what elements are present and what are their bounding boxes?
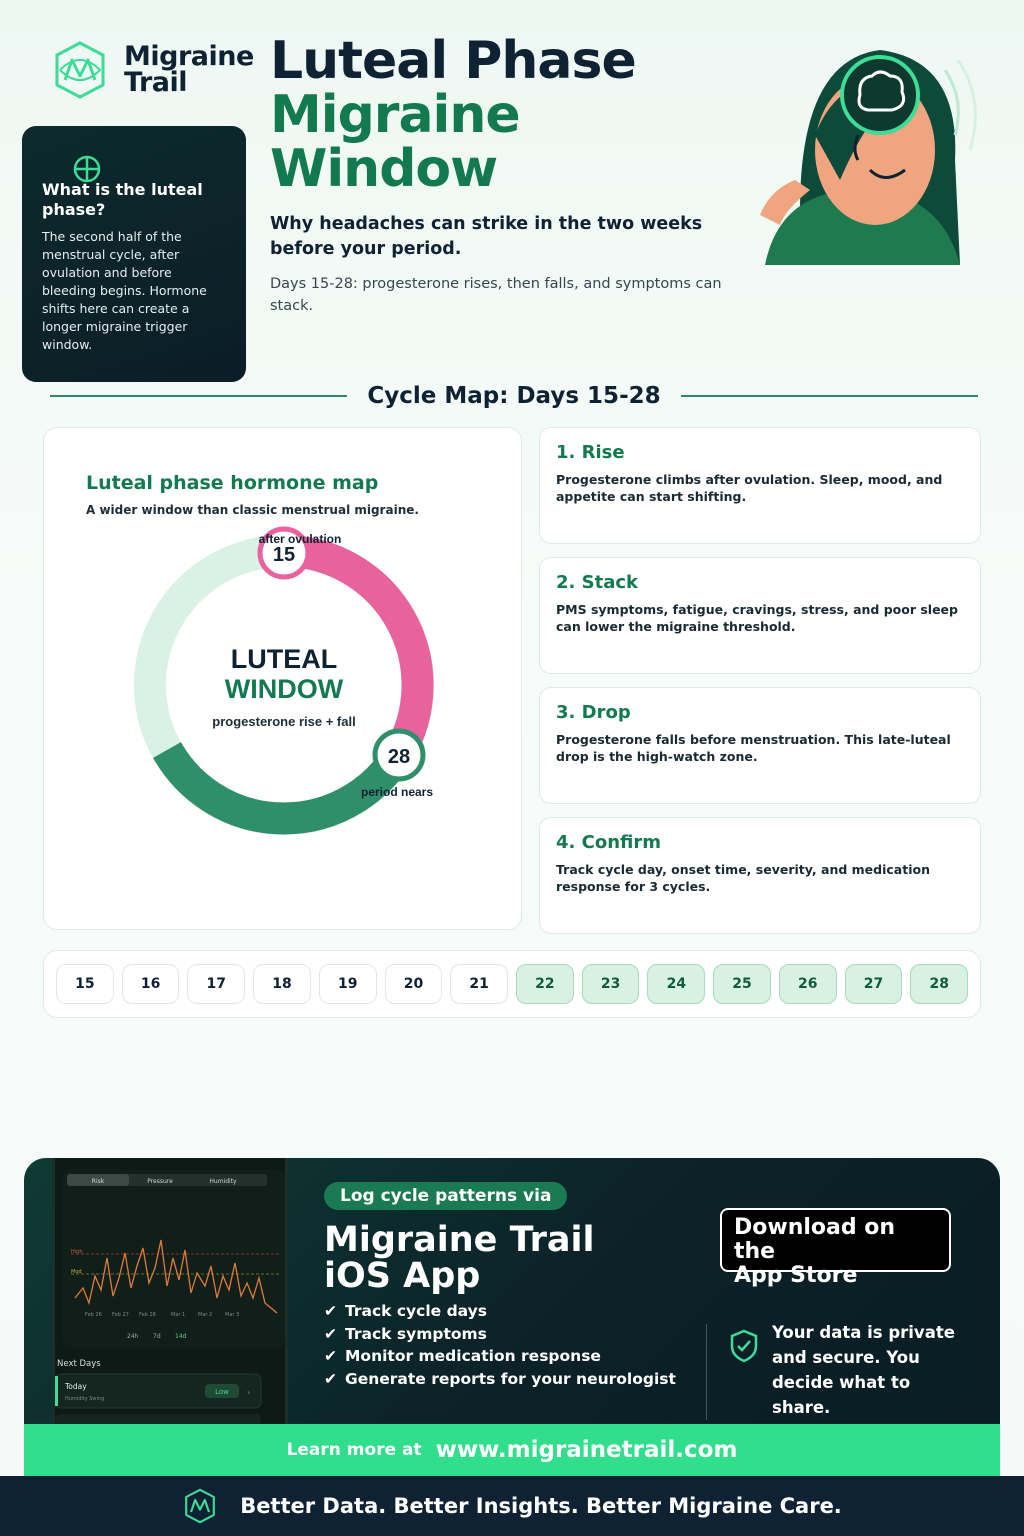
phone-screen [55, 1158, 285, 1426]
end-day-number: 28 [387, 746, 411, 768]
donut-center-caption: progesterone rise + fall [212, 714, 356, 729]
checkmark-icon: ✔ [324, 1324, 337, 1343]
svg-text:14d: 14d [175, 1333, 187, 1340]
logo-icon [182, 1488, 218, 1524]
day-chip[interactable]: 20 [385, 964, 443, 1004]
shield-check-icon [728, 1328, 760, 1364]
day-chip-highlighted[interactable]: 25 [713, 964, 771, 1004]
svg-text:Humidity Swing: Humidity Swing [65, 1396, 105, 1402]
hormone-map-subtitle: A wider window than classic menstrual migraine. [86, 503, 419, 517]
app-promo-banner [24, 1158, 1000, 1426]
page-subtitle: Why headaches can strike in the two weeks before your period. [270, 214, 703, 259]
svg-text:Next Days: Next Days [57, 1359, 101, 1369]
step-card-drop [539, 687, 981, 804]
start-day-number: 15 [272, 544, 296, 566]
step-body: Progesterone climbs after ovulation. Sleep, mood, and appetite can start shifting. [556, 472, 943, 504]
step-body: PMS symptoms, fatigue, cravings, stress, and poor sleep can lower the migraine threshold. [556, 602, 958, 634]
svg-text:High: High [71, 1249, 83, 1255]
checkmark-icon: ✔ [324, 1302, 337, 1320]
hormone-donut [44, 428, 523, 931]
start-day-label: after ovulation [258, 532, 342, 546]
hormone-map-panel [43, 427, 522, 930]
learn-more-label: Learn more at [286, 1440, 422, 1460]
hormone-map-title: Luteal phase hormone map [86, 472, 379, 494]
svg-text:Low: Low [215, 1388, 229, 1396]
luteal-info-card [22, 126, 246, 382]
donut-center-line1: LUTEAL [230, 644, 338, 674]
feature-item: ✔ Track symptoms [324, 1323, 676, 1346]
step-card-stack [539, 557, 981, 674]
logo-icon [50, 40, 110, 100]
step-body: Progesterone falls before menstruation. This late-luteal drop is the high-watch zone. [556, 732, 951, 764]
svg-text:Today: Today [65, 1382, 87, 1391]
checkmark-icon: ✔ [324, 1347, 337, 1365]
phone-mockup [52, 1158, 288, 1426]
svg-text:Risk: Risk [91, 1178, 105, 1185]
step-title: 2. Stack [556, 572, 638, 593]
svg-text:Humidity: Humidity [209, 1178, 237, 1185]
svg-text:Mar 1: Mar 1 [171, 1312, 186, 1318]
day-chip[interactable]: 15 [56, 964, 114, 1004]
step-title: 4. Confirm [556, 832, 661, 853]
promo-pill: Log cycle patterns via [324, 1182, 567, 1210]
svg-text:Pressure: Pressure [147, 1178, 173, 1185]
donut-center-line2: WINDOW [224, 674, 344, 704]
checkmark-icon: ✔ [324, 1369, 337, 1388]
svg-text:Feb 26: Feb 26 [85, 1312, 102, 1318]
page-title: Luteal Phase Migraine Window [270, 31, 636, 199]
feature-list [324, 1300, 676, 1390]
day-chip[interactable]: 21 [450, 964, 508, 1004]
brand-logo[interactable] [50, 40, 260, 100]
info-body: The second half of the menstrual cycle, after ovulation and before bleeding begins. Hormone shifts here can create a longer migraine trigger window. [42, 229, 207, 352]
info-heading: What is the luteal phase? [42, 180, 203, 219]
website-link[interactable]: www.migrainetrail.com [435, 1437, 738, 1463]
step-body: Track cycle day, onset time, severity, and medication response for 3 cycles. [556, 862, 930, 894]
promo-title: Migraine Trail iOS App [324, 1220, 595, 1296]
day-chip[interactable]: 18 [253, 964, 311, 1004]
step-title: 3. Drop [556, 702, 631, 723]
crosshair-icon [72, 154, 102, 184]
day-chip[interactable]: 17 [187, 964, 245, 1004]
svg-text:7d: 7d [153, 1333, 161, 1340]
day-chip-highlighted[interactable]: 26 [779, 964, 837, 1004]
woman-headache-illustration [740, 40, 1000, 270]
learn-more-bar [24, 1424, 1000, 1476]
footer [0, 1476, 1024, 1536]
step-card-rise [539, 427, 981, 544]
step-title: 1. Rise [556, 442, 625, 463]
cycle-day-strip [43, 950, 981, 1018]
day-chip-highlighted[interactable]: 22 [516, 964, 574, 1004]
app-store-button[interactable]: Download on the App Store [720, 1208, 951, 1272]
svg-text:Mod: Mod [71, 1269, 82, 1275]
feature-item: ✔ Monitor medication response [324, 1345, 676, 1368]
svg-text:Mar 3: Mar 3 [225, 1312, 240, 1318]
day-chip-highlighted[interactable]: 27 [845, 964, 903, 1004]
day-chip[interactable]: 19 [319, 964, 377, 1004]
svg-text:›: › [247, 1388, 251, 1397]
feature-item: ✔ Track cycle days [324, 1300, 676, 1323]
brand-name: Migraine Trail [124, 41, 254, 98]
footer-tagline: Better Data. Better Insights. Better Migraine Care. [240, 1494, 842, 1518]
day-chip-highlighted[interactable]: 24 [647, 964, 705, 1004]
day-chip-highlighted[interactable]: 23 [582, 964, 640, 1004]
day-chip[interactable]: 16 [122, 964, 180, 1004]
svg-text:Feb 27: Feb 27 [112, 1312, 129, 1318]
svg-text:Mar 2: Mar 2 [198, 1312, 213, 1318]
step-card-confirm [539, 817, 981, 934]
section-heading: Cycle Map: Days 15-28 [50, 378, 978, 414]
privacy-note: Your data is private and secure. You decide what to share. [772, 1323, 955, 1417]
feature-item: ✔ Generate reports for your neurologist [324, 1368, 676, 1391]
day-chip-highlighted[interactable]: 28 [910, 964, 968, 1004]
promo-divider [706, 1324, 707, 1420]
page-description: Days 15-28: progesterone rises, then falls, and symptoms can stack. [270, 276, 722, 314]
svg-text:24h: 24h [127, 1333, 139, 1340]
svg-text:Feb 28: Feb 28 [139, 1312, 156, 1318]
end-day-label: period nears [360, 785, 434, 799]
